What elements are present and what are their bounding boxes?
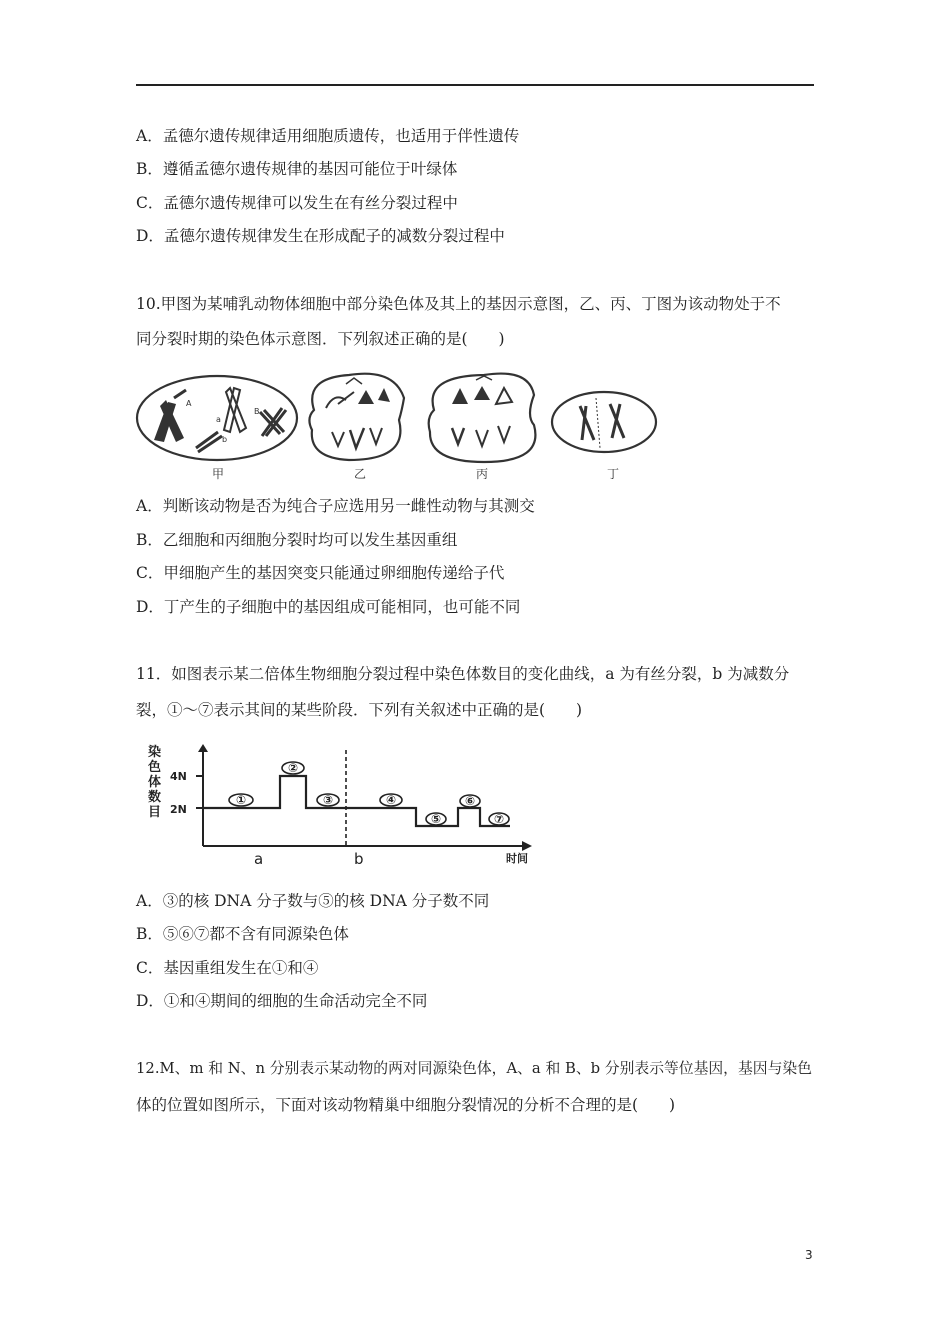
q10-option-a: A．判断该动物是否为纯合子应选用另一雌性动物与其测交 (136, 497, 535, 515)
stage-2: ② (288, 761, 299, 775)
gene-label-B: B (254, 407, 260, 416)
q9-option-c: C．孟德尔遗传规律可以发生在有丝分裂过程中 (136, 194, 458, 212)
q10-option-d: D．丁产生的子细胞中的基因组成可能相同，也可能不同 (136, 598, 521, 616)
stage-4: ④ (386, 793, 397, 807)
stage-5: ⑤ (431, 812, 442, 826)
gene-label-b: b (222, 435, 228, 444)
q10-cell-diagram (134, 370, 664, 482)
q10-stem-line1: 10.甲图为某哺乳动物体细胞中部分染色体及其上的基因示意图，乙、丙、丁图为该动物处于不 (136, 295, 781, 313)
q12-stem-line2: 体的位置如图所示，下面对该动物精巢中细胞分裂情况的分析不合理的是( ) (136, 1096, 676, 1114)
stage-1: ① (236, 793, 247, 807)
y-axis-arrow (198, 744, 208, 752)
x-axis-arrow (522, 841, 532, 851)
q11-stem-line1: 11．如图表示某二倍体生物细胞分裂过程中染色体数目的变化曲线，a 为有丝分裂，b 为减数分 (136, 665, 790, 683)
q11-option-a: A．③的核 DNA 分子数与⑤的核 DNA 分子数不同 (136, 892, 490, 910)
stage-3: ③ (323, 793, 334, 807)
q9-option-b: B．遵循孟德尔遗传规律的基因可能位于叶绿体 (136, 160, 458, 178)
label-jia: 甲 (212, 467, 225, 481)
header-rule (136, 84, 814, 86)
q9-option-a: A．孟德尔遗传规律适用细胞质遗传，也适用于伴性遗传 (136, 127, 520, 145)
graph-ylabel-2: 色 (148, 760, 162, 775)
label-ding: 丁 (607, 467, 620, 481)
stage-7: ⑦ (494, 812, 505, 826)
graph-ylabel-1: 染 (148, 745, 162, 760)
tick-4n: 4N (170, 770, 187, 783)
q11-option-d: D．①和④期间的细胞的生命活动完全不同 (136, 992, 428, 1010)
tick-2n: 2N (170, 803, 187, 816)
page-number: 3 (805, 1248, 813, 1262)
graph-ylabel-4: 数 (148, 790, 162, 805)
q9-option-d: D．孟德尔遗传规律发生在形成配子的减数分裂过程中 (136, 227, 505, 245)
cell-yi (309, 374, 404, 460)
q11-stem-line2: 裂，①～⑦表示其间的某些阶段．下列有关叙述中正确的是( ) (136, 701, 583, 719)
cell-ding (552, 392, 656, 452)
q10-stem-line2: 同分裂时期的染色体示意图．下列叙述正确的是( ) (136, 330, 505, 348)
stage-6: ⑥ (465, 794, 476, 808)
chromosome-curve (203, 776, 510, 826)
q11-chromosome-graph (140, 742, 550, 866)
graph-ylabel-5: 目 (148, 805, 162, 820)
cell-jia (137, 376, 297, 460)
label-yi: 乙 (354, 467, 367, 481)
q12-stem-line1: 12.M、m 和 N、n 分别表示某动物的两对同源染色体，A、a 和 B、b 分别表示等位基因，基因与染色 (136, 1060, 812, 1077)
q10-option-b: B．乙细胞和丙细胞分裂时均可以发生基因重组 (136, 531, 458, 549)
q11-option-c: C．基因重组发生在①和④ (136, 959, 319, 977)
label-bing: 丙 (476, 467, 489, 481)
graph-xlabel: 时间 (506, 852, 528, 865)
gene-label-a: a (216, 415, 221, 424)
cell-bing (429, 374, 536, 462)
q10-option-c: C．甲细胞产生的基因突变只能通过卵细胞传递给子代 (136, 564, 505, 582)
section-b-label: b (354, 850, 364, 866)
q11-option-b: B．⑤⑥⑦都不含有同源染色体 (136, 925, 349, 943)
gene-label-A1: A (186, 399, 192, 408)
section-a-label: a (254, 850, 264, 866)
graph-ylabel-3: 体 (148, 775, 162, 790)
